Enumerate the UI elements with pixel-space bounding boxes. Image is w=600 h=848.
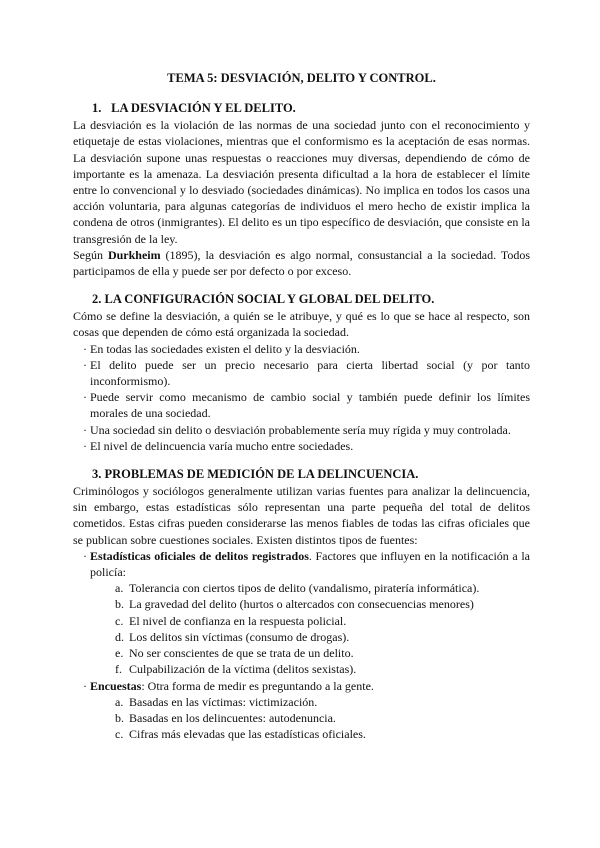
section-2-heading: 2. LA CONFIGURACIÓN SOCIAL Y GLOBAL DEL DELITO. bbox=[92, 292, 435, 307]
list-item-text: . Factores que influyen en la notificación a la policía: bbox=[90, 548, 530, 580]
surveys-label: Encuestas bbox=[90, 678, 142, 693]
section-1-paragraph-1: La desviación es la violación de las normas de una sociedad junto con el reconocimiento y etiquetaje de estas violaciones, mientras que el conformismo es la aceptación de esas normas. La desviación supone unas respuestas o reacciones muy diversas, dependiendo de cómo de importante es la amenaza. La desviación presenta dificultad a la hora de establecer el límite entre lo convencional y lo desviado (sociedades dinámicas). No implica en todos los casos una acción voluntaria, para algunas categorías de individuos el mero hecho de existir implica la condena de otros (inmigrantes). El delito es un tipo específico de desviación, que consiste en la transgresión de la ley. bbox=[73, 118, 530, 246]
list-letter: a. bbox=[115, 694, 124, 709]
surveys-list bbox=[73, 694, 530, 743]
bullet-icon: · bbox=[83, 548, 87, 563]
list-item-text: Basadas en las víctimas: victimización. bbox=[129, 694, 318, 709]
list-item-text: Una sociedad sin delito o desviación probablemente sería muy rígida y muy controlada. bbox=[90, 422, 511, 437]
list-item-text: Culpabilización de la víctima (delitos sexistas). bbox=[129, 662, 357, 677]
list-item-text: Puede servir como mecanismo de cambio social y también puede definir los límites morales de una sociedad. bbox=[90, 390, 530, 421]
list-item bbox=[78, 438, 530, 454]
list-item-text: El nivel de delincuencia varía mucho entre sociedades. bbox=[90, 438, 354, 453]
list-item bbox=[78, 357, 530, 389]
paragraph-text: (1895), la desviación es algo normal, consustancial a la sociedad. Todos participamos de ella y puede ser por defecto o por exceso. bbox=[73, 247, 530, 279]
section-3-heading: 3. PROBLEMAS DE MEDICIÓN DE LA DELINCUENCIA. bbox=[92, 467, 419, 482]
list-item-text: Basadas en los delincuentes: autodenuncia. bbox=[129, 710, 336, 725]
section-2-intro: Cómo se define la desviación, a quién se le atribuye, y qué es lo que se hace al respecto, son cosas que dependen de cómo está organizada la sociedad. bbox=[73, 309, 530, 340]
list-letter: c. bbox=[115, 613, 124, 628]
list-item-text: El nivel de confianza en la respuesta policial. bbox=[129, 613, 347, 628]
list-item-text: No ser conscientes de que se trata de un delito. bbox=[129, 646, 354, 661]
list-letter: e. bbox=[115, 646, 124, 661]
list-item bbox=[78, 389, 530, 421]
list-item bbox=[78, 422, 530, 438]
list-letter: f. bbox=[115, 662, 122, 677]
section-1-heading-text: LA DESVIACIÓN Y EL DELITO. bbox=[111, 101, 296, 116]
list-item bbox=[115, 726, 530, 742]
list-item-text: Los delitos sin víctimas (consumo de drogas). bbox=[129, 629, 350, 644]
paragraph-text: Según bbox=[73, 247, 108, 262]
list-letter: b. bbox=[115, 597, 124, 612]
section-1-heading bbox=[92, 100, 530, 117]
list-letter: c. bbox=[115, 727, 124, 742]
list-item bbox=[115, 629, 530, 645]
statistics-factors-list bbox=[73, 580, 530, 677]
section-1-number: 1. bbox=[92, 101, 102, 116]
document-title: TEMA 5: DESVIACIÓN, DELITO Y CONTROL. bbox=[167, 71, 436, 85]
list-item bbox=[115, 661, 530, 677]
list-item bbox=[115, 694, 530, 710]
list-item-text: : Otra forma de medir es preguntando a la gente. bbox=[141, 678, 374, 693]
list-item-text: Tolerancia con ciertos tipos de delito (vandalismo, piratería informática). bbox=[129, 581, 480, 596]
bullet-icon: · bbox=[83, 357, 87, 372]
bullet-icon: · bbox=[83, 422, 87, 437]
list-item bbox=[78, 341, 530, 357]
list-item bbox=[115, 645, 530, 661]
author-name: Durkheim bbox=[107, 247, 161, 262]
list-item bbox=[115, 580, 530, 596]
section-3-intro: Criminólogos y sociólogos generalmente utilizan varias fuentes para analizar la delincuencia, sin embargo, estas estadísticas sólo representan una parte pequeña del total de delitos cometidos. Estas cifras pueden considerarse las menos fiables de todas las cifras oficiales que se publican sobre cuestiones sociales. Existen distintos tipos de fuentes: bbox=[73, 484, 530, 547]
list-item bbox=[115, 710, 530, 726]
list-item bbox=[115, 613, 530, 629]
list-item-text: En todas las sociedades existen el delito y la desviación. bbox=[90, 341, 360, 356]
bullet-icon: · bbox=[83, 390, 87, 405]
list-item-surveys bbox=[78, 678, 530, 694]
bullet-icon: · bbox=[83, 438, 87, 453]
list-item-statistics bbox=[78, 548, 530, 580]
list-letter: b. bbox=[115, 710, 124, 725]
statistics-label: Estadísticas oficiales de delitos registrados bbox=[90, 548, 309, 563]
list-item-text: El delito puede ser un precio necesario para cierta libertad social (y por tanto inconformismo). bbox=[90, 357, 530, 389]
list-item-text: La gravedad del delito (hurtos o altercados con consecuencias menores) bbox=[129, 597, 474, 612]
list-letter: a. bbox=[115, 581, 124, 596]
bullet-icon: · bbox=[83, 341, 87, 356]
bullet-icon: · bbox=[83, 678, 87, 693]
list-item bbox=[115, 596, 530, 612]
list-item-text: Cifras más elevadas que las estadísticas oficiales. bbox=[129, 727, 366, 742]
section-1-paragraph-2 bbox=[73, 247, 530, 279]
list-letter: d. bbox=[115, 629, 124, 644]
